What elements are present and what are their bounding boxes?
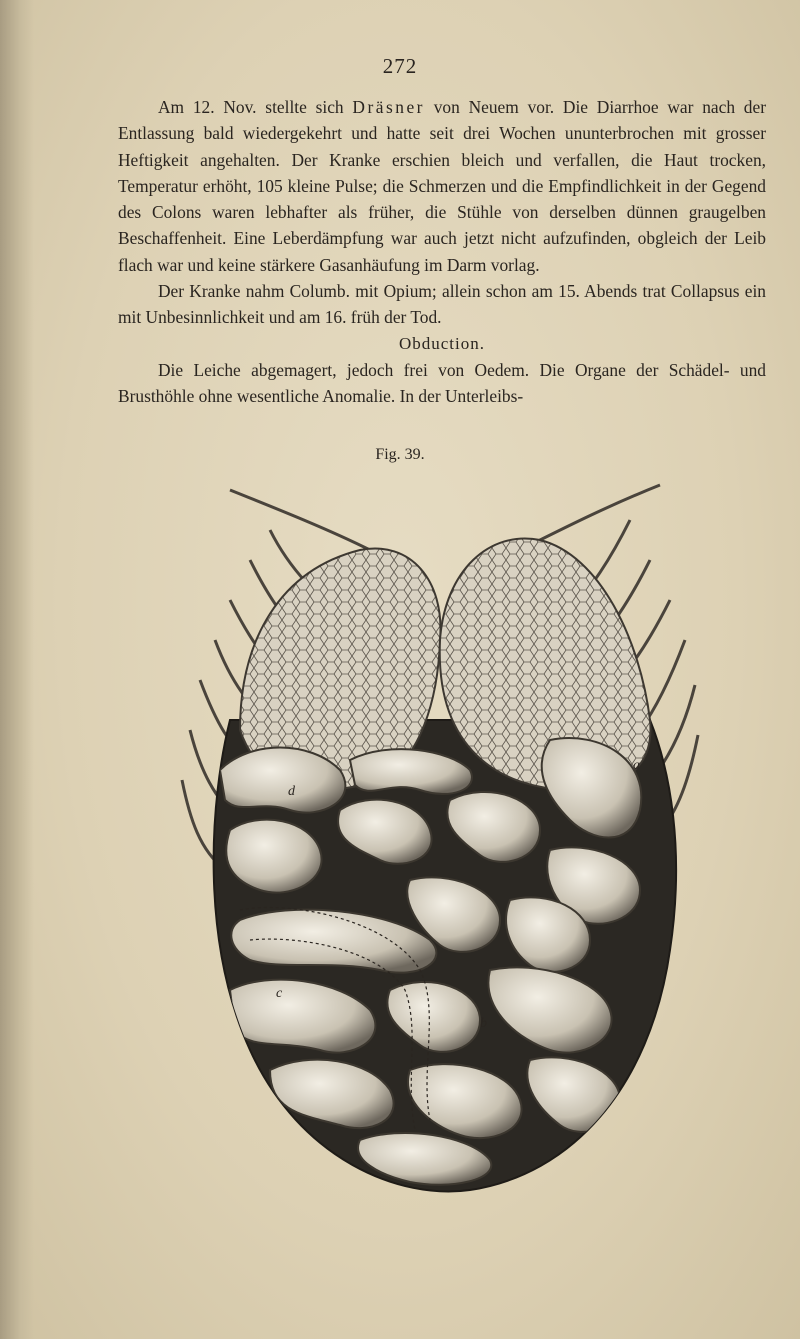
patient-name: Dräsner	[352, 97, 425, 117]
figure-letter-d: d	[288, 784, 295, 799]
intestines-engraving	[170, 470, 700, 1200]
paragraph-2: Der Kranke nahm Columb. mit Opium; allein schon am 15. Abends trat Collapsus ein mit Unbesinnlichkeit und am 16. früh der Tod.	[118, 281, 766, 328]
section-heading: Obduction.	[398, 333, 486, 353]
figure-label: Fig. 39.	[375, 446, 425, 463]
paragraph-1-rest: von Neuem vor. Die Diarrhoe war nach der Entlassung bald wiedergekehrt und hatte seit drei Wochen ununterbrochen mit grosser Heftigkeit angehalten. Der Kranke erschien bleich und verfallen, die Haut trocken, Temperatur erhöht, 105 kleine Pulse; die Schmerzen und die Empfindlichkeit in der Gegend des Colons waren lebhafter als früher, die Stühle von derselben dünnen graugelben Beschaffenheit. Eine Leberdämpfung war auch jetzt nicht aufzufinden, obgleich der Leib flach war und keine stärkere Gasanhäufung im Darm vorlag.	[118, 97, 767, 275]
page-number: 272	[382, 54, 418, 78]
paragraph-1-start: Am 12. Nov. stellte sich	[158, 97, 353, 117]
figure-letter-a: a	[633, 758, 640, 773]
anatomical-illustration	[170, 470, 700, 1200]
page-edge-shadow	[0, 0, 34, 1339]
body-text	[118, 94, 766, 410]
paragraph-3: Die Leiche abgemagert, jedoch frei von Oedem. Die Organe der Schädel- und Brusthöhle ohne wesentliche Anomalie. In der Unterleibs-	[118, 359, 766, 407]
figure-letter-c: c	[276, 986, 283, 1001]
paragraph-1	[118, 94, 766, 278]
figure-letter-b: b	[480, 1016, 487, 1031]
